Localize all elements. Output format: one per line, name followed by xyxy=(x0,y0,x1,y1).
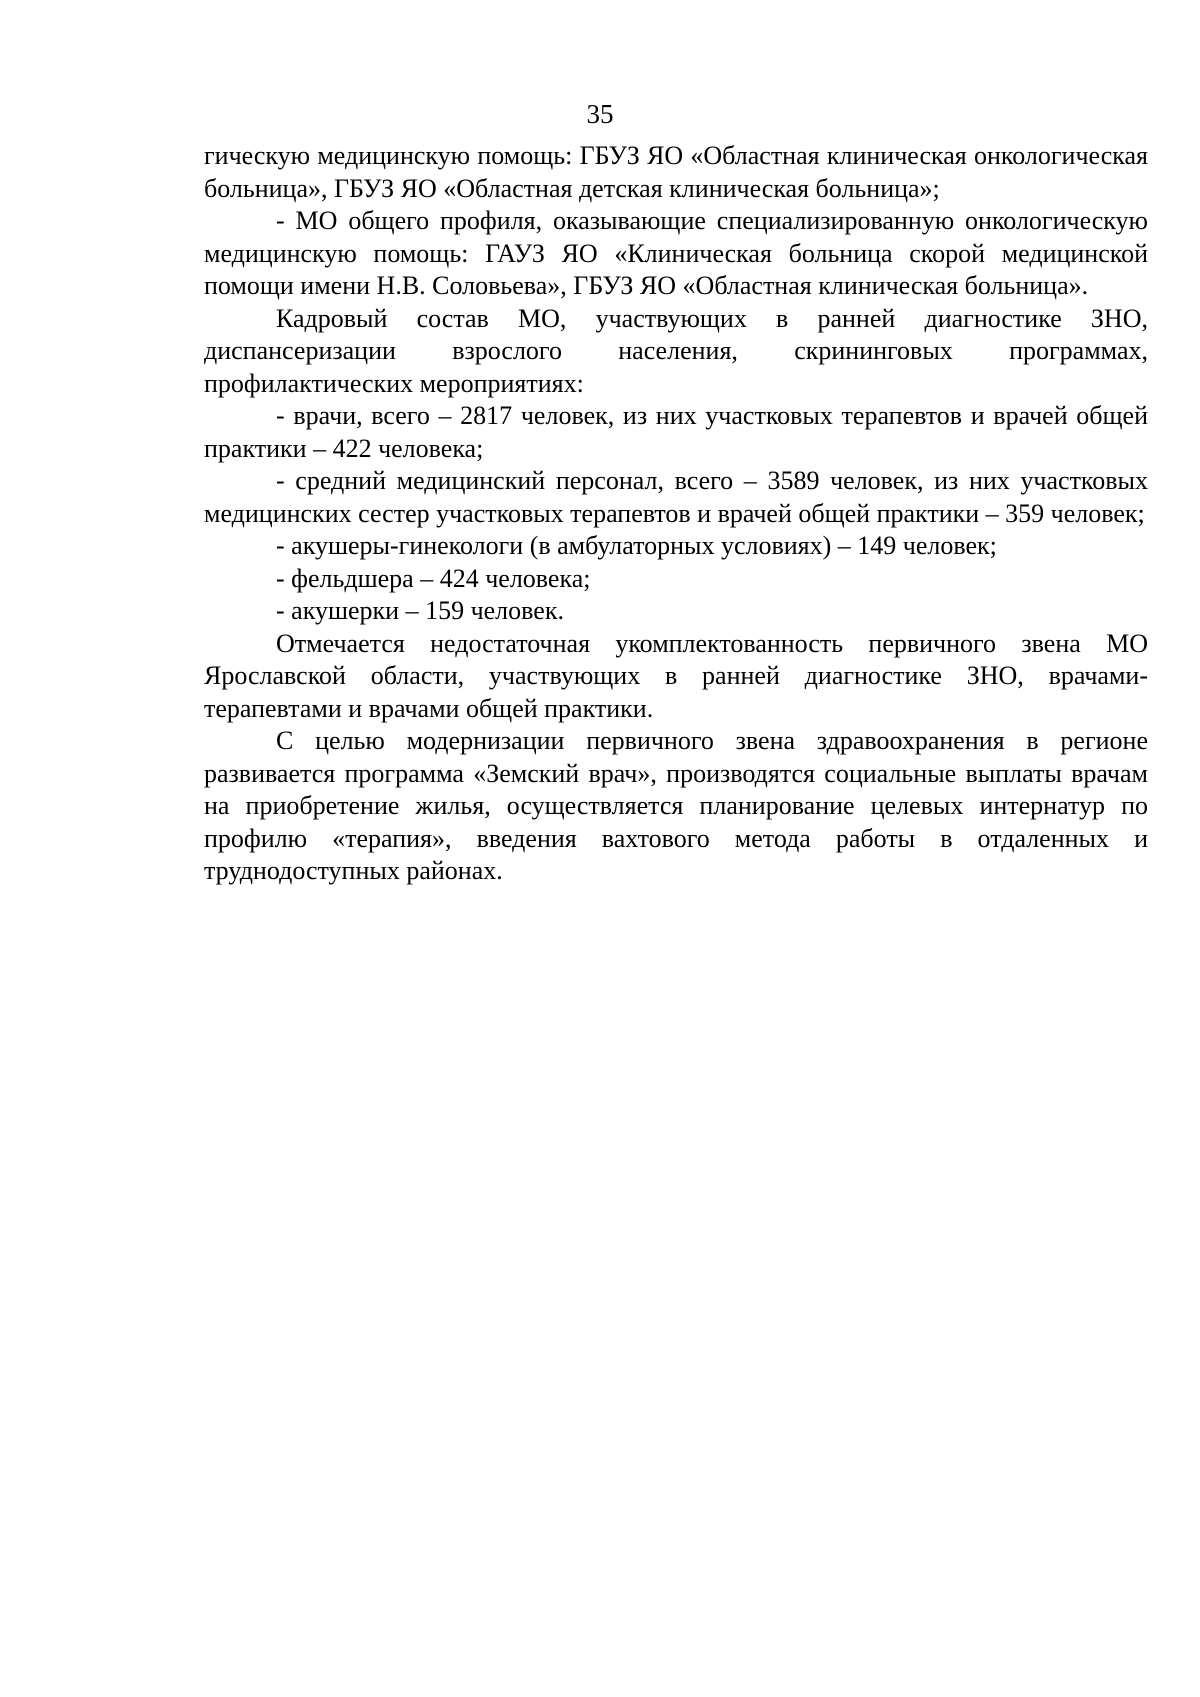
paragraph-10: С целью модернизации первичного звена здравоохранения в регионе развивается программа «Земский врач», производятся социальные выплаты врачам на приобретение жилья, осуществляется планирование целевых интернатур по профилю «терапия», введения вахтового метода работы в отдаленных и труднодоступных районах. xyxy=(204,726,1148,885)
paragraph-7: - фельдшера – 424 человека; xyxy=(276,563,591,593)
paragraph-6: - акушеры-гинекологи (в амбулаторных условиях) – 149 человек; xyxy=(276,531,997,560)
paragraph-5: - средний медицинский персонал, всего – 3589 человек, из них участковых медицинских сестер участковых терапевтов и врачей общей практики – 359 человек; xyxy=(204,466,1148,528)
document-body xyxy=(204,140,1148,888)
paragraph-1: гическую медицинскую помощь: ГБУЗ ЯО «Областная клиническая онкологическая больница», ГБУЗ ЯО «Областная детская клиническая больница»; xyxy=(204,141,1148,203)
page-number: 35 xyxy=(586,99,614,129)
paragraph-9: Отмечается недостаточная укомплектованность первичного звена МО Ярославской области, участвующих в ранней диагностике ЗНО, врачами-терапевтами и врачами общей практики. xyxy=(204,628,1148,723)
paragraph-4: - врачи, всего – 2817 человек, из них участковых терапевтов и врачей общей практики – 422 человека; xyxy=(204,401,1148,463)
paragraph-8: - акушерки – 159 человек. xyxy=(276,596,564,625)
paragraph-2: - МО общего профиля, оказывающие специализированную онкологическую медицинскую помощь: ГАУЗ ЯО «Клиническая больница скорой медицинской помощи имени Н.В. Соловьева», ГБУЗ ЯО «Областная клиническая больница». xyxy=(204,206,1148,300)
paragraph-3: Кадровый состав МО, участвующих в ранней диагностике ЗНО, диспансеризации взрослого населения, скрининговых программах, профилактических мероприятиях: xyxy=(204,303,1148,398)
